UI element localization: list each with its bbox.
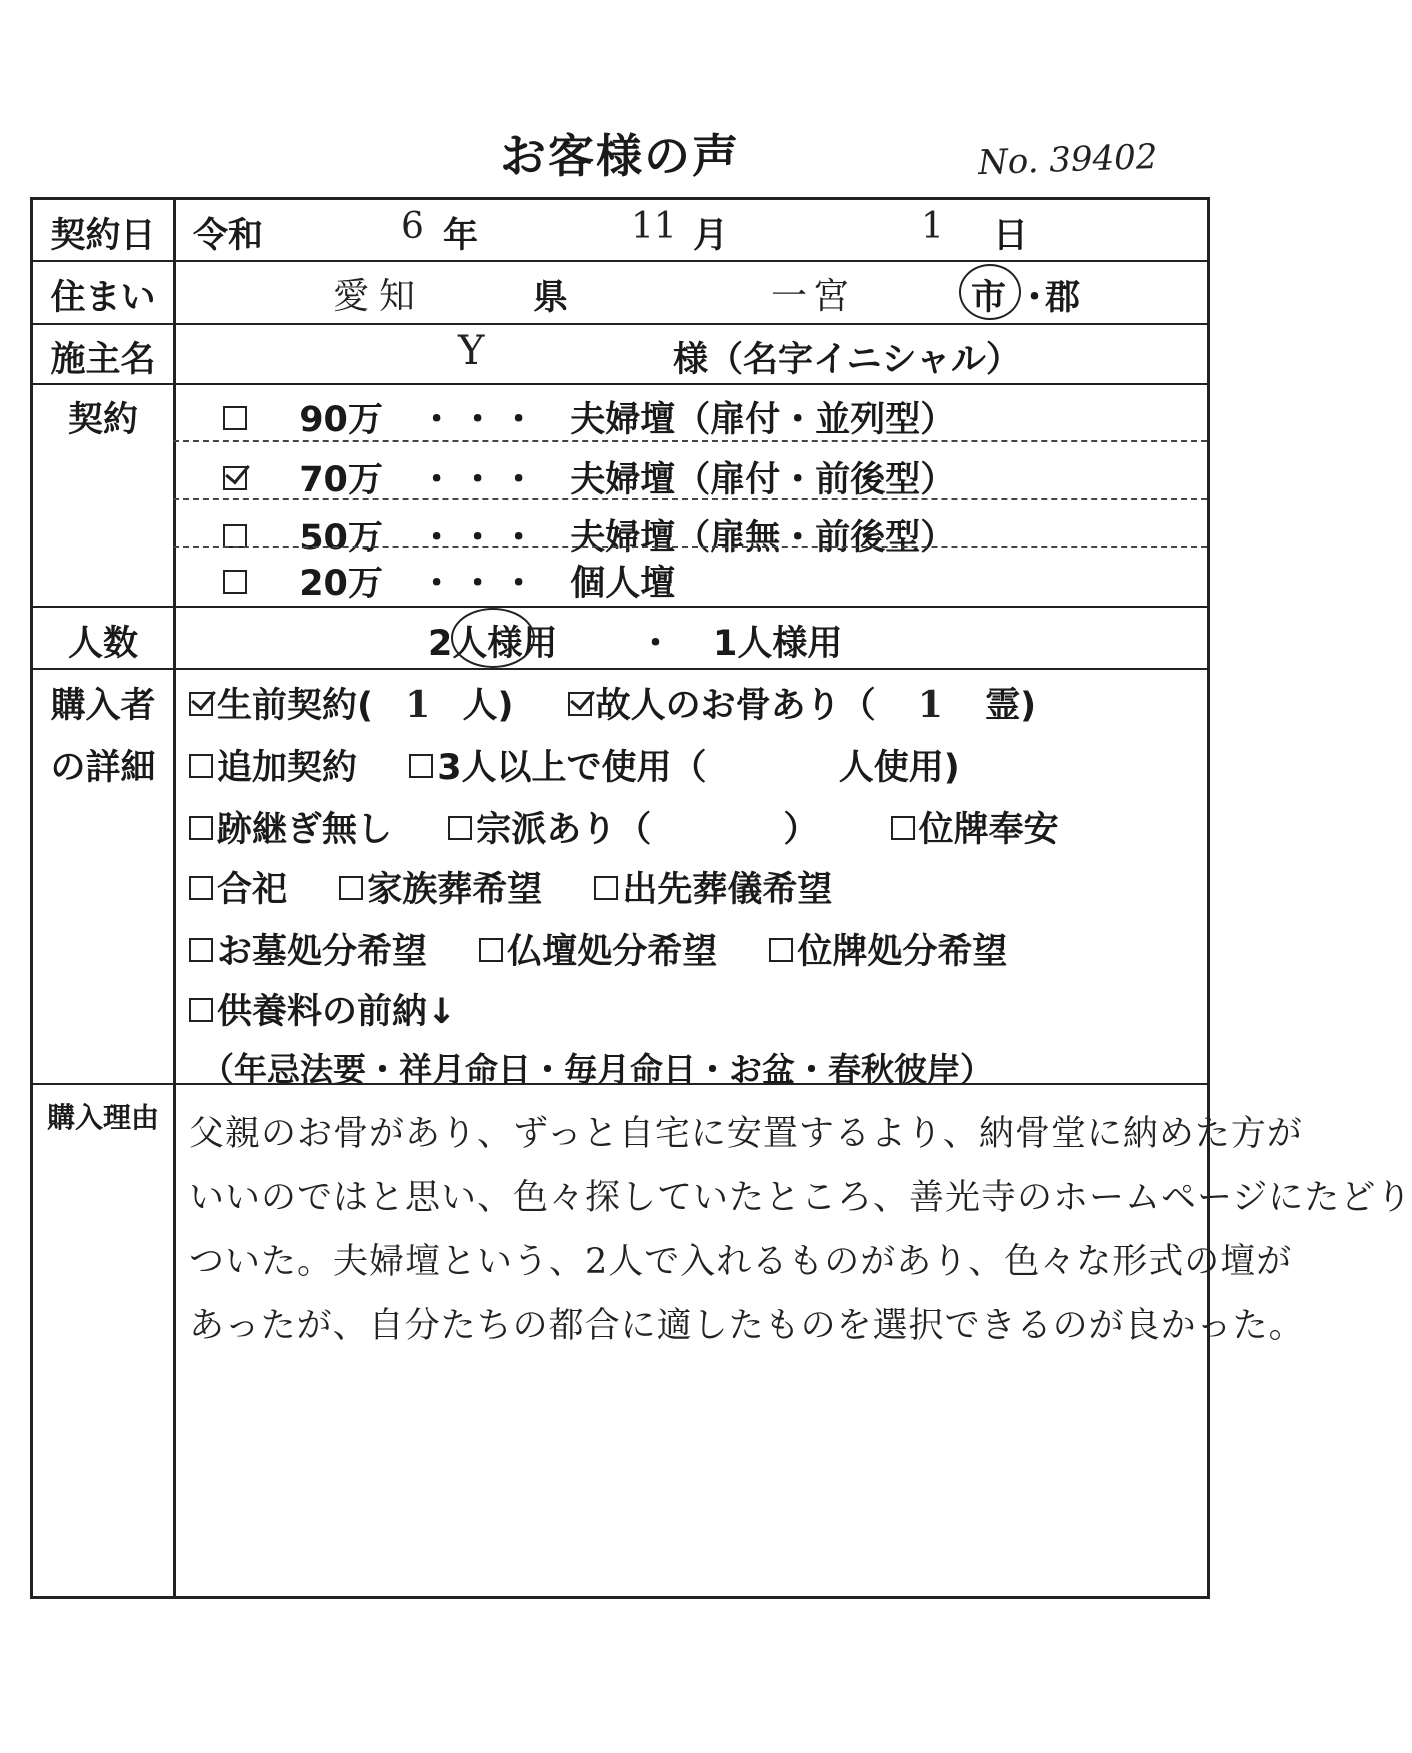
dashed-divider [173, 498, 1207, 500]
day-value[interactable]: 1 [921, 206, 944, 247]
label-column-divider [173, 200, 176, 1596]
details-label-line2: の詳細 [50, 748, 156, 788]
survey-form [30, 197, 1412, 1599]
grave-disposal-label: お墓処分希望 [217, 932, 428, 972]
month-label: 月 [693, 216, 729, 256]
pre-need-count-value[interactable]: 1 [405, 684, 431, 726]
checkbox-icon[interactable] [189, 938, 213, 962]
row-divider [33, 383, 1207, 385]
option-price: 50万 [299, 518, 383, 558]
contract-date-label: 契約日 [50, 216, 156, 256]
day-label: 日 [993, 216, 1029, 256]
owner-label: 施主名 [50, 340, 156, 380]
checkbox-icon[interactable] [891, 816, 915, 840]
residence-separator: ・ [1017, 278, 1053, 318]
checkbox-icon[interactable] [189, 876, 213, 900]
tablet-disposal-label: 位牌処分希望 [797, 932, 1008, 972]
three-plus-suffix: 人使用) [838, 748, 960, 788]
checkbox-checked-icon[interactable] [568, 692, 592, 716]
details-label-line1: 購入者 [50, 686, 156, 726]
option-desc: 夫婦壇（扉無・前後型） [570, 518, 956, 558]
three-plus-label: 3人以上で使用（ [437, 748, 707, 788]
era-label: 令和 [193, 216, 264, 256]
city-label: 市 [971, 278, 1007, 318]
option-desc: 夫婦壇（扉付・並列型） [570, 400, 956, 440]
people-label: 人数 [67, 624, 138, 664]
row-divider [33, 323, 1207, 325]
family-funeral-label: 家族葬希望 [367, 870, 543, 910]
reason-line-2: いいのではと思い、色々探していたところ、善光寺のホームページにたどり [189, 1178, 1412, 1218]
prepaid-memorial-label: 供養料の前納↓ [217, 992, 457, 1032]
checkbox-checked-icon[interactable] [223, 466, 247, 490]
serial-number: No. 39402 [977, 136, 1159, 184]
people-option-2[interactable]: 2人様用 [428, 624, 558, 664]
option-price: 20万 [299, 564, 383, 604]
option-desc: 夫婦壇（扉付・前後型） [570, 460, 956, 500]
details-row-1 [189, 678, 1036, 728]
checkbox-icon[interactable] [223, 570, 247, 594]
year-value[interactable]: 6 [401, 206, 424, 247]
prefecture-label: 県 [533, 278, 569, 318]
pre-need-contract-label: 生前契約( [217, 686, 373, 726]
people-option-1[interactable]: 1人様用 [713, 624, 843, 664]
remains-suffix: 霊) [985, 686, 1037, 726]
option-dots: ・・・ [419, 460, 543, 500]
reason-line-1: 父親のお骨があり、ずっと自宅に安置するより、納骨堂に納めた方が [189, 1114, 1303, 1154]
checkbox-icon[interactable] [339, 876, 363, 900]
option-dots: ・・・ [419, 518, 543, 558]
contract-option-90[interactable] [223, 392, 955, 442]
page-title: お客様の声 [500, 129, 740, 183]
people-separator: ・ [638, 624, 674, 664]
city-value[interactable]: 一宮 [771, 276, 856, 317]
remains-label: 故人のお骨あり（ [595, 686, 876, 726]
row-divider [33, 260, 1207, 262]
offsite-funeral-label: 出先葬儀希望 [622, 870, 833, 910]
row-divider [33, 668, 1207, 670]
year-label: 年 [443, 216, 479, 256]
checkbox-icon[interactable] [409, 754, 433, 778]
altar-disposal-label: 仏壇処分希望 [507, 932, 718, 972]
checkbox-icon[interactable] [189, 998, 213, 1022]
contract-option-20[interactable] [223, 556, 675, 606]
checkbox-icon[interactable] [189, 754, 213, 778]
checkbox-icon[interactable] [448, 816, 472, 840]
checkbox-checked-icon[interactable] [189, 692, 213, 716]
memorial-events-note: （年忌法要・祥月命日・毎月命日・お盆・春秋彼岸） [201, 1050, 993, 1089]
additional-contract-label: 追加契約 [217, 748, 358, 788]
contract-option-70[interactable] [223, 452, 955, 502]
details-row-6 [189, 984, 456, 1034]
no-successor-label: 跡継ぎ無し [217, 810, 393, 850]
checkbox-icon[interactable] [189, 816, 213, 840]
pre-need-suffix: 人) [462, 686, 514, 726]
details-row-4 [189, 862, 832, 912]
row-divider [33, 606, 1207, 608]
details-row-2 [189, 740, 960, 790]
option-price: 70万 [299, 460, 383, 500]
tablet-enshrinement-label: 位牌奉安 [918, 810, 1059, 850]
owner-suffix: 様（名字イニシャル） [673, 340, 1021, 380]
option-desc: 個人壇 [570, 564, 676, 604]
owner-initial-value[interactable]: Y [458, 328, 485, 374]
dashed-divider [173, 440, 1207, 442]
prefecture-value[interactable]: 愛知 [333, 276, 426, 317]
option-price: 90万 [299, 400, 383, 440]
residence-label: 住まい [50, 278, 156, 318]
joint-memorial-label: 合祀 [217, 870, 288, 910]
reason-line-3: ついた。夫婦壇という、2人で入れるものがあり、色々な形式の壇が [189, 1242, 1293, 1282]
checkbox-icon[interactable] [479, 938, 503, 962]
month-value[interactable]: 11 [631, 206, 677, 247]
county-label: 郡 [1045, 278, 1081, 318]
contract-option-50[interactable] [223, 510, 955, 560]
checkbox-icon[interactable] [223, 524, 247, 548]
row-divider [33, 1083, 1207, 1085]
dashed-divider [173, 546, 1207, 548]
remains-count-value[interactable]: 1 [917, 684, 943, 726]
sect-label: 宗派あり（ [476, 810, 652, 850]
option-dots: ・・・ [419, 564, 543, 604]
checkbox-icon[interactable] [594, 876, 618, 900]
details-row-3 [189, 802, 1059, 852]
details-row-5 [189, 924, 1007, 974]
sect-close: ） [783, 810, 819, 850]
contract-label: 契約 [67, 400, 138, 440]
checkbox-icon[interactable] [223, 406, 247, 430]
reason-line-4: あったが、自分たちの都合に適したものを選択できるのが良かった。 [189, 1306, 1305, 1346]
checkbox-icon[interactable] [769, 938, 793, 962]
option-dots: ・・・ [419, 400, 543, 440]
reason-label: 購入理由 [46, 1101, 159, 1134]
